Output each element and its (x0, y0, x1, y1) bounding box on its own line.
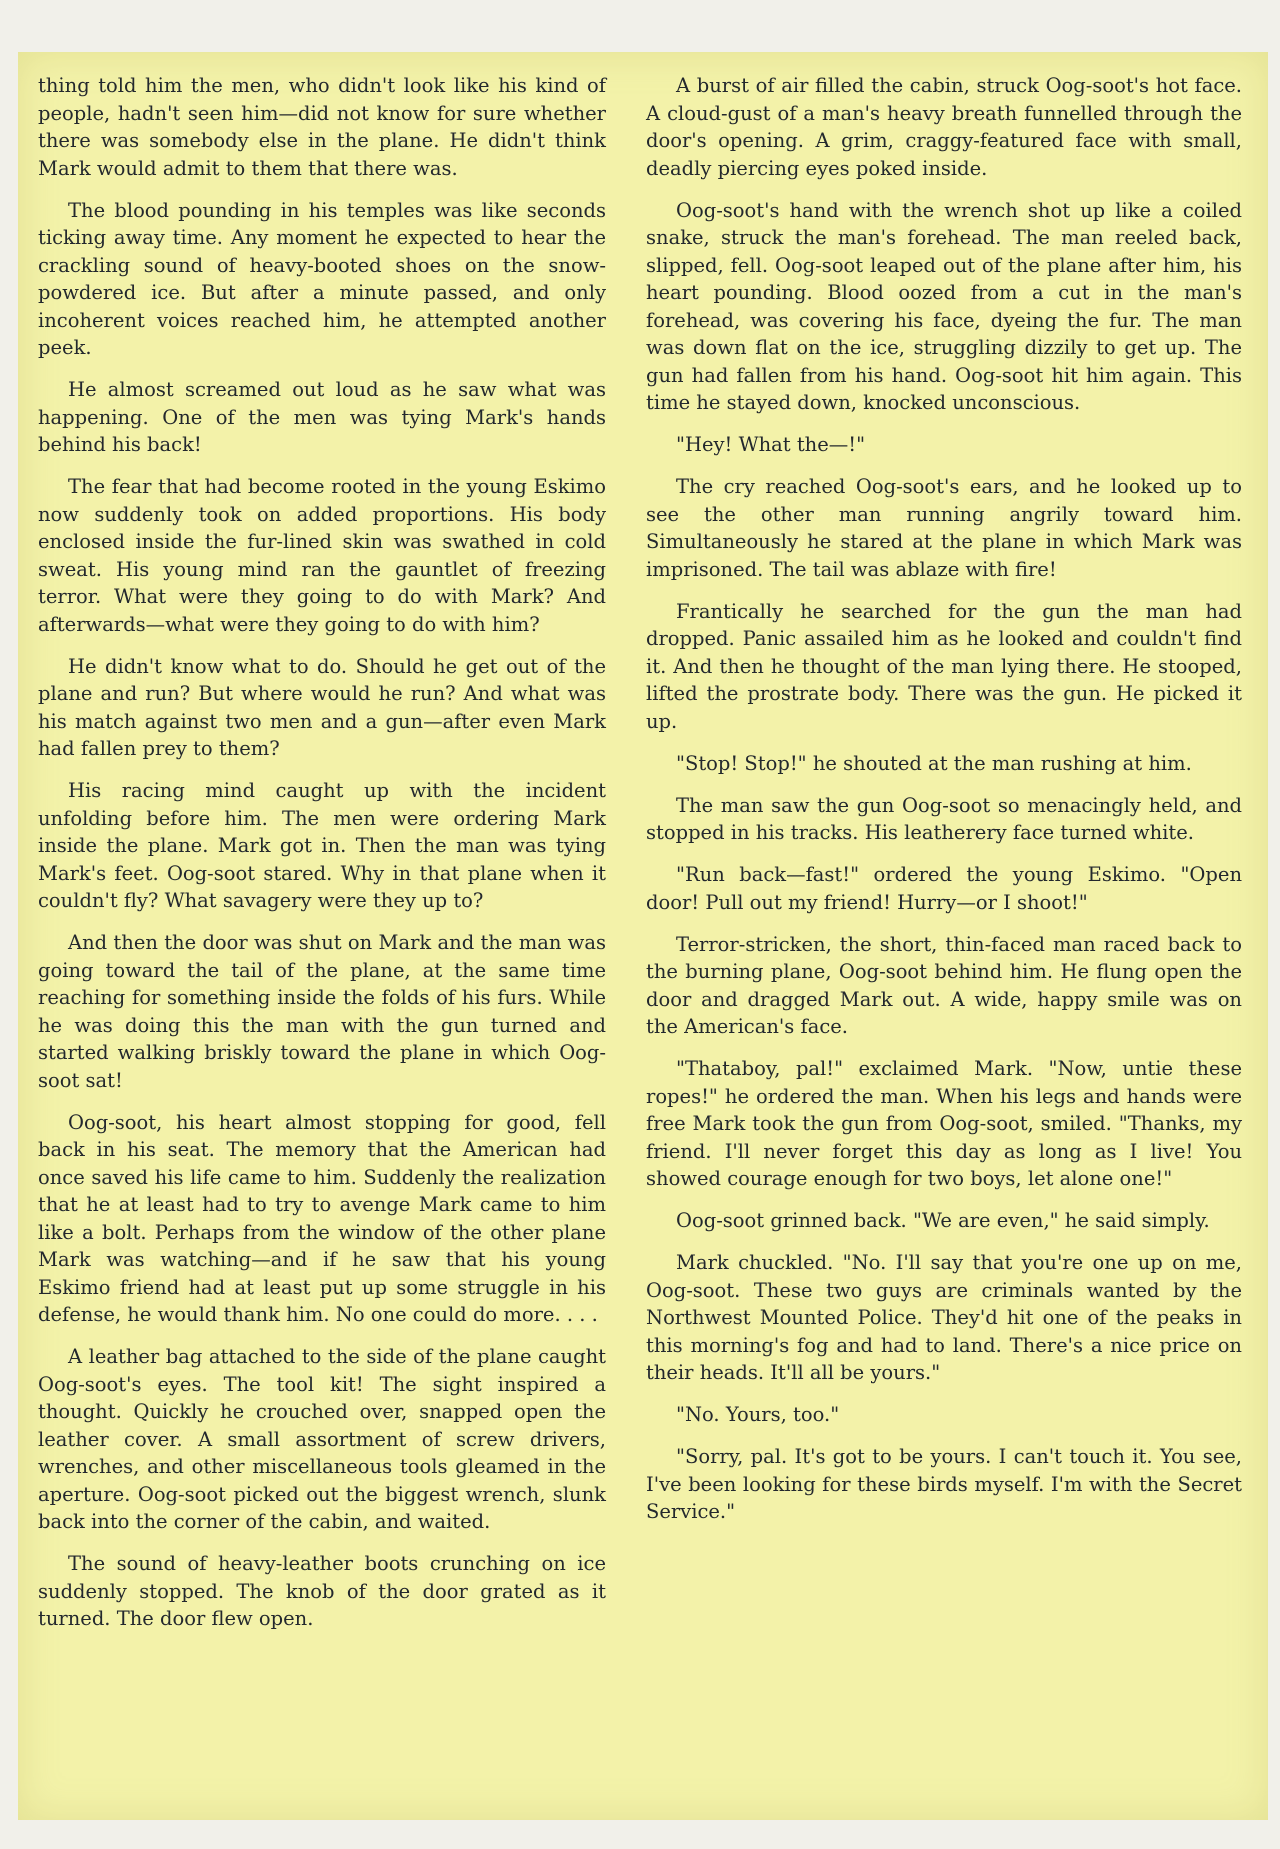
paragraph: And then the door was shut on Mark and the man was going toward the tail of the plane, at the same time reaching for something inside the folds of his furs. While he was doing this the man with the gun turned and started walking briskly toward the plane in which Oog-soot sat! (38, 931, 606, 1092)
paragraph: His racing mind caught up with the incident unfolding before him. The men were ordering Mark inside the plane. Mark got in. Then the man was tying Mark's feet. Oog-soot stared. Why in that plane when it couldn't fly? What savagery were they up to? (38, 779, 606, 912)
paragraph: The fear that had become rooted in the young Eskimo now suddenly took on added proportions. His body enclosed inside the fur-lined skin was swathed in cold sweat. His young mind ran the gauntlet of freezing terror. What were they going to do with Mark? And afterwards—what were they going to do with him? (38, 475, 606, 636)
paragraph: "Thataboy, pal!" exclaimed Mark. "Now, untie these ropes!" he ordered the man. When his legs and hands were free Mark took the gun from Oog-soot, smiled. "Thanks, my friend. I'll never forget this day as long as I live! You showed courage enough for two boys, let alone one!" (646, 1057, 1242, 1190)
paragraph: "Sorry, pal. It's got to be yours. I can't touch it. You see, I've been looking for these birds myself. I'm with the Secret Service." (646, 1445, 1242, 1523)
paragraph: Terror-stricken, the short, thin-faced man raced back to the burning plane, Oog-soot behind him. He flung open the door and dragged Mark out. A wide, happy smile was on the American's face. (646, 932, 1242, 1038)
paragraph: The sound of heavy-leather boots crunching on ice suddenly stopped. The knob of the door grated as it turned. The door flew open. (38, 1552, 606, 1630)
paragraph: He didn't know what to do. Should he get out of the plane and run? But where would he run? And what was his match against two men and a gun—after even Mark had fallen prey to them? (38, 654, 606, 760)
paragraph: A burst of air filled the cabin, struck Oog-soot's hot face. A cloud-gust of a man's heavy breath funnelled through the door's opening. A grim, craggy-featured face with small, deadly piercing eyes poked inside. (646, 74, 1242, 180)
paragraph: The man saw the gun Oog-soot so menacingly held, and stopped in his tracks. His leatherery face turned white. (646, 793, 1242, 844)
right-text-column (646, 72, 1242, 1540)
paragraph: "Hey! What the—!" (676, 433, 866, 456)
paragraph: Oog-soot grinned back. "We are even," he said simply. (676, 1209, 1210, 1232)
paragraph: He almost screamed out loud as he saw what was happening. One of the men was tying Mark's hands behind his back! (38, 378, 606, 456)
paragraph: "Run back—fast!" ordered the young Eskimo. "Open door! Pull out my friend! Hurry—or I shoot!" (646, 863, 1242, 914)
paragraph: A leather bag attached to the side of the plane caught Oog-soot's eyes. The tool kit! The sight inspired a thought. Quickly he crouched over, snapped open the leather cover. A small assortment of screw drivers, wrenches, and other miscellaneous tools gleamed in the aperture. Oog-soot picked out the biggest wrench, slunk back into the corner of the cabin, and waited. (38, 1345, 606, 1533)
paragraph: The blood pounding in his temples was like seconds ticking away time. Any moment he expected to hear the crackling sound of heavy-booted shoes on the snow-powdered ice. But after a minute passed, and only incoherent voices reached him, he attempted another peek. (38, 198, 606, 359)
paragraph: Oog-soot, his heart almost stopping for good, fell back in his seat. The memory that the American had once saved his life came to him. Suddenly the realization that he at least had to try to avenge Mark came to him like a bolt. Perhaps from the window of the other plane Mark was watching—and if he saw that his young Eskimo friend had at least put up some struggle in his defense, he would thank him. No one could do more. . . . (38, 1110, 606, 1326)
paragraph: Mark chuckled. "No. I'll say that you're one up on me, Oog-soot. These two guys are criminals wanted by the Northwest Mounted Police. They'd hit one of the peaks in this morning's fog and had to land. There's a nice price on their heads. It'll all be yours." (646, 1251, 1242, 1384)
paragraph: Oog-soot's hand with the wrench shot up like a coiled snake, struck the man's forehead. The man reeled back, slipped, fell. Oog-soot leaped out of the plane after him, his heart pounding. Blood oozed from a cut in the man's forehead, was covering his face, dyeing the fur. The man was down flat on the ice, struggling dizzily to get up. The gun had fallen from his hand. Oog-soot hit him again. This time he stayed down, knocked unconscious. (646, 198, 1242, 414)
paragraph: "No. Yours, too." (676, 1403, 840, 1426)
paragraph: thing told him the men, who didn't look like his kind of people, hadn't seen him—did not know for sure whether there was somebody else in the plane. He didn't think Mark would admit to them that there was. (38, 74, 606, 180)
paragraph: Frantically he searched for the gun the man had dropped. Panic assailed him as he looked and couldn't find it. And then he thought of the man lying there. He stooped, lifted the prostrate body. There was the gun. He picked it up. (646, 599, 1242, 733)
paragraph: The cry reached Oog-soot's ears, and he looked up to see the other man running angrily toward him. Simultaneously he stared at the plane in which Mark was imprisoned. The tail was ablaze with fire! (646, 475, 1242, 581)
left-text-column (38, 72, 606, 1647)
paragraph: "Stop! Stop!" he shouted at the man rushing at him. (676, 751, 1192, 775)
story-page (18, 52, 1268, 1820)
